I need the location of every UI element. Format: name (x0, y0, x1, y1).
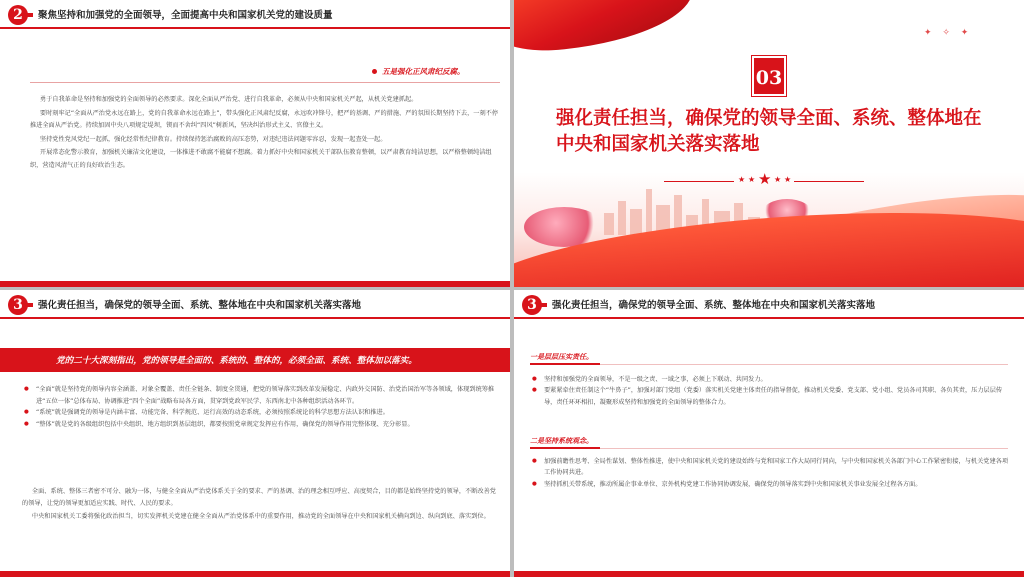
header-divider (514, 317, 1024, 319)
list-item: ● 要紧紧牵住责任制这个“牛鼻子”，加强对部门党组（党委）落实机关党建主体责任的指导督促，推动机关党委、党支部、党小组、党员各司其职、各负其责，压力层层传导，责任环环相扣，凝聚形成坚持和加强党的全面领导的整体合力。 (530, 385, 1010, 408)
paragraph: 开展常态化警示教育，加强机关廉洁文化建设，一体推进不敢腐不能腐不想腐。着力抓好中央和国家机关干部队伍教育整顿，以严肃教育纯洁思想，以严格整顿纯洁组织，营造风清气正的良好政治生态。 (30, 149, 492, 169)
paragraph: 坚持党性党风党纪一起抓，强化经常性纪律教育。持续保持惩治腐败的高压态势，对违纪违法问题零容忍，发现一起查处一起。 (39, 135, 387, 143)
slide-header (0, 290, 510, 320)
section-rule (530, 364, 1008, 365)
section-label: 二是坚持系统观念。 (530, 436, 593, 445)
section-label: 一是层层压实责任。 (530, 352, 593, 361)
section-number-badge: 2 (8, 5, 28, 25)
footer-bar (514, 571, 1024, 577)
header-divider (0, 317, 510, 319)
slide-3-leadership-whole[interactable] (0, 290, 510, 577)
list-item: ● 坚持和加强党的全面领导，不是一级之责、一域之事，必须上下联动、共同发力。 (530, 374, 1010, 385)
body-text (30, 94, 500, 174)
subhead: 五是强化正风肃纪反腐。 (382, 67, 465, 76)
bullet-list (530, 456, 1010, 490)
list-item: ● 加强前瞻性思考、全局性谋划、整体性推进，使中央和国家机关党的建设始终与党和国家工作大局同行同向，与中央和国家机关各部门中心工作紧密衔接，与机关党建各项工作协同共进。 (530, 456, 1010, 479)
doves-icon: ✦ ✧ ✦ (924, 28, 973, 38)
star-icon: ★ (748, 175, 756, 184)
section-rule-accent (530, 363, 600, 365)
star-icon: ★ (774, 175, 782, 184)
slide-header-title: 聚焦坚持和加强党的全面领导，全面提高中央和国家机关党的建设质量 (38, 10, 333, 21)
body-text (22, 486, 496, 524)
footer-bar (0, 281, 510, 287)
slide-header (514, 290, 1024, 320)
divider-line (664, 181, 734, 182)
section-number-badge: 3 (522, 295, 542, 315)
section-title: 强化责任担当，确保党的领导全面、系统、整体地在中央和国家机关落实落地 (556, 108, 982, 155)
slide-3-responsibility[interactable] (514, 290, 1024, 577)
bullet-list (22, 384, 496, 430)
paragraph: 要时刻牢记“全面从严治党永远在路上，党的自我革命永远在路上”，带头强化正风肃纪反腐，永远吹冲锋号，把严的基调、严的措施、严的氛围长期坚持下去，一刻不停推进全面从严治党。持续加固中央八项规定堤坝，锲而不舍纠“四风”树新风，坚决纠治形式主义、官僚主义。 (30, 109, 499, 130)
bullet-dot-icon (372, 69, 377, 74)
star-icon: ★ (758, 170, 772, 188)
paragraph: 中央和国家机关工委将强化政治担当，切实发挥机关党建在健全全面从严治党体系中的重要作用，推动党的全面领导在中央和国家机关横向到边、纵向到底、落实到位。 (31, 513, 490, 520)
footer-bar (0, 571, 510, 577)
star-icon: ★ (784, 175, 792, 184)
divider-line (794, 181, 864, 182)
list-item: ● “系统”就是强调党的领导是内涵丰富、功能完备、科学规范、运行高效的动态系统，必须按照系统论的科学思想方法认识和推进。 (22, 407, 496, 419)
slide-2-discipline[interactable] (0, 0, 510, 287)
slide-header-title: 强化责任担当，确保党的领导全面、系统、整体地在中央和国家机关落实落地 (552, 300, 876, 311)
slide-header-title: 强化责任担当，确保党的领导全面、系统、整体地在中央和国家机关落实落地 (38, 300, 362, 311)
subhead-divider (30, 82, 500, 83)
list-item: ● “整体”就是党的各级组织包括中央组织、地方组织到基层组织，都要按照党章规定发挥应有作用，确保党的领导作用完整体现、充分彰显。 (22, 419, 496, 431)
section-rule (530, 448, 1008, 449)
highlight-banner (0, 348, 510, 372)
paragraph: 勇于自我革命是坚持和加强党的全面领导的必然要求。深化全面从严治党、进行自我革命，必须从中央和国家机关严起，从机关党建抓起。 (39, 96, 418, 103)
bullet-list (530, 374, 1010, 408)
section-number-box: 03 (752, 56, 786, 96)
highlight-banner-text: 党的二十大深刻指出，党的领导是全面的、系统的、整体的，必须全面、系统、整体加以落实。 (56, 356, 417, 366)
slide-section-03-cover[interactable] (514, 0, 1024, 287)
section-rule-accent (530, 447, 600, 449)
slide-header (0, 0, 510, 30)
star-icon: ★ (738, 175, 746, 184)
list-item: ● “全面”就是坚持党的领导内容全涵盖、对象全覆盖、责任全链条、制度全贯通，把党的领导落实到改革发展稳定、内政外交国防、治党治国治军等各领域，体现到统筹推进“五位一体”总体布局、协调推进“四个全面”战略布局各方面，贯穿到党政军民学、东西南北中各种组织活动各环节。 (22, 384, 496, 407)
list-item: ● 坚持抓机关带系统，推动所属企事业单位、京外机构党建工作协同协调发展，确保党的领导落实到中央和国家机关事业发展全过程各方面。 (530, 479, 1010, 490)
section-number-badge: 3 (8, 295, 28, 315)
header-divider (0, 27, 510, 29)
paragraph: 全面、系统、整体三者密不可分、融为一体，与健全全面从严治党体系关于全的要求、严的基调、治的理念相互呼应、高度契合，目的都是始终坚持党的领导，不断改善党的领导，让党的领导更加适应实践、时代、人民的要求。 (22, 488, 496, 507)
